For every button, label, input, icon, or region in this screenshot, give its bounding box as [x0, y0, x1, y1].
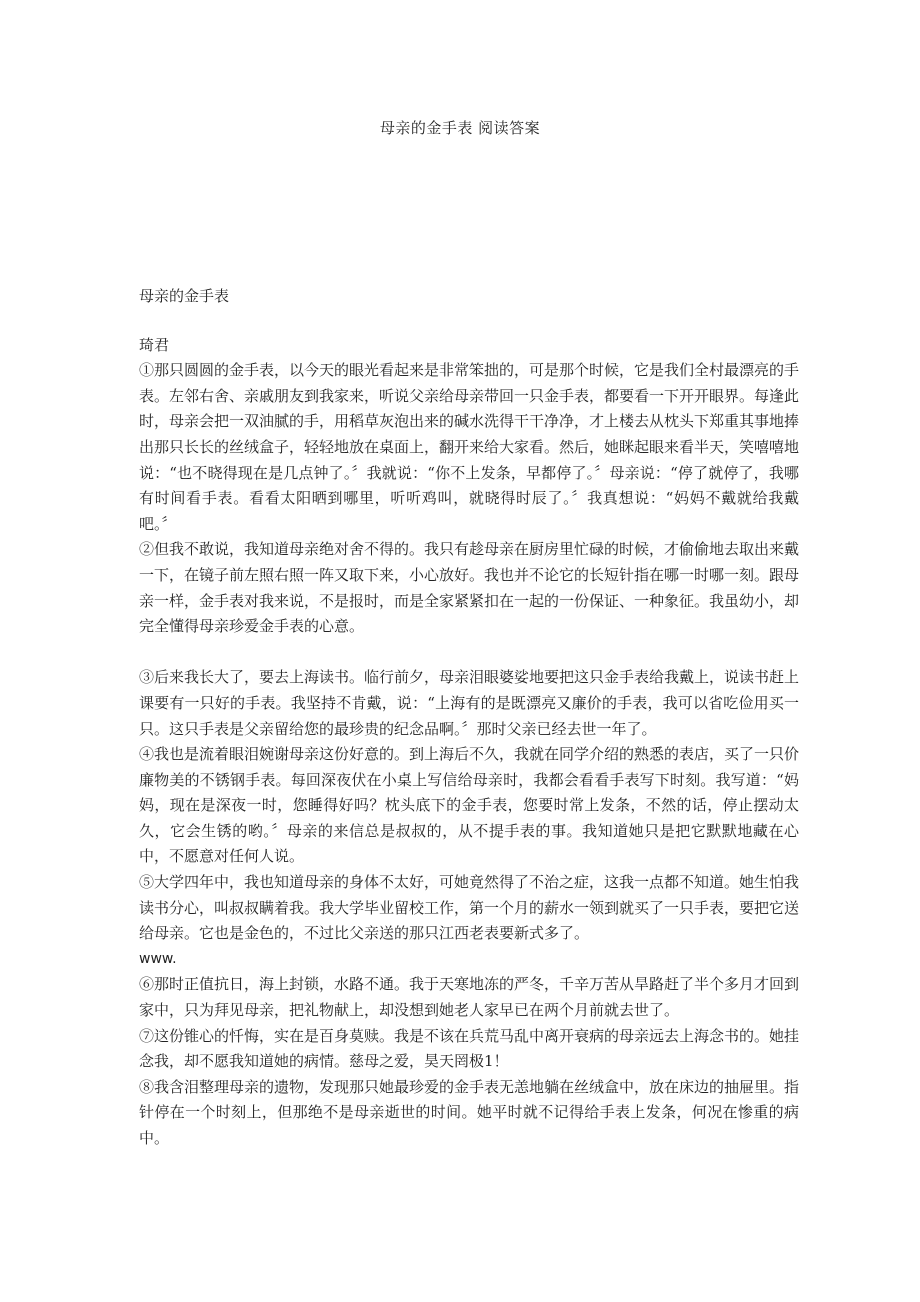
paragraph-4: ④我也是流着眼泪婉谢母亲这份好意的。到上海后不久，我就在同学介绍的熟悉的表店，买了一只价廉物美的不锈钢手表。每回深夜伏在小桌上写信给母亲时，我都会看看手表写下时刻。我写道：“妈妈，现在是深夜一时，您睡得好吗？枕头底下的金手表，您要时常上发条，不然的话，停止摆动太久，它会生锈的哟。〞母亲的来信总是叔叔的，从不提手表的事。我知道她只是把它默默地藏在心中，不愿意对任何人说。 — [139, 745, 800, 866]
document-title: 母亲的金手表 阅读答案 — [379, 119, 541, 137]
paragraph-8: ⑧我含泪整理母亲的遗物，发现那只她最珍爱的金手表无恙地躺在丝绒盒中，放在床边的抽屉里。指针停在一个时刻上，但那绝不是母亲逝世的时间。她平时就不记得给手表上发条，何况在惨重的病中。 — [139, 1077, 800, 1147]
paragraph-6: ⑥那时正值抗日，海上封锁，水路不通。我于天寒地冻的严冬，千辛万苦从旱路赶了半个多月才回到家中，只为拜见母亲，把礼物献上，却没想到她老人家早已在两个月前就去世了。 — [139, 975, 800, 1020]
stray-text: www. — [139, 950, 177, 967]
article-body — [139, 284, 799, 1152]
paragraph-7: ⑦这份锥心的忏悔，实在是百身莫赎。我是不该在兵荒马乱中离开衰病的母亲远去上海念书的。她挂念我，却不愿我知道她的病情。慈母之爱，昊天罔极1！ — [139, 1026, 800, 1071]
paragraph-2: ②但我不敢说，我知道母亲绝对舍不得的。我只有趁母亲在厨房里忙碌的时候，才偷偷地去取出来戴一下，在镜子前左照右照一阵又取下来，小心放好。我也并不论它的长短针指在哪一时哪一刻。跟母亲一样，金手表对我来说，不是报时，而是全家紧紧扣在一起的一份保证、一种象征。我虽幼小，却完全懂得母亲珍爱金手表的心意。 — [139, 540, 800, 636]
paragraph-1: ①那只圆圆的金手表，以今天的眼光看起来是非常笨拙的，可是那个时候，它是我们全村最漂亮的手表。左邻右舍、亲戚朋友到我家来，听说父亲给母亲带回一只金手表，都要看一下开开眼界。每逢此时，母亲会把一双油腻的手，用稻草灰泡出来的碱水洗得干干净净，才上楼去从枕头下郑重其事地捧出那只长长的丝绒盒子，轻轻地放在桌面上，翻开来给大家看。然后，她眯起眼来看半天，笑嘻嘻地说：“也不晓得现在是几点钟了。〞我就说：“你不上发条，早都停了。〞母亲说：“停了就停了，我哪有时间看手表。看看太阳晒到哪里，听听鸡叫，就晓得时辰了。〞我真想说：“妈妈不戴就给我戴吧。〞 — [139, 361, 800, 533]
article-title: 母亲的金手表 — [139, 287, 230, 305]
paragraph-5: ⑤大学四年中，我也知道母亲的身体不太好，可她竟然得了不治之症，这我一点都不知道。她生怕我读书分心，叫叔叔瞒着我。我大学毕业留校工作，第一个月的薪水一领到就买了一只手表，要把它送给母亲。它也是金色的，不过比父亲送的那只江西老表要新式多了。 — [139, 873, 800, 943]
article-author: 琦君 — [139, 335, 170, 354]
paragraph-3: ③后来我长大了，要去上海读书。临行前夕，母亲泪眼婆娑地要把这只金手表给我戴上，说读书赶上课要有一只好的手表。我坚持不肯戴，说：“上海有的是既漂亮又廉价的手表，我可以省吃俭用买一只。这只手表是父亲留给您的最珍贵的纪念品啊。〞那时父亲已经去世一年了。 — [139, 668, 800, 738]
